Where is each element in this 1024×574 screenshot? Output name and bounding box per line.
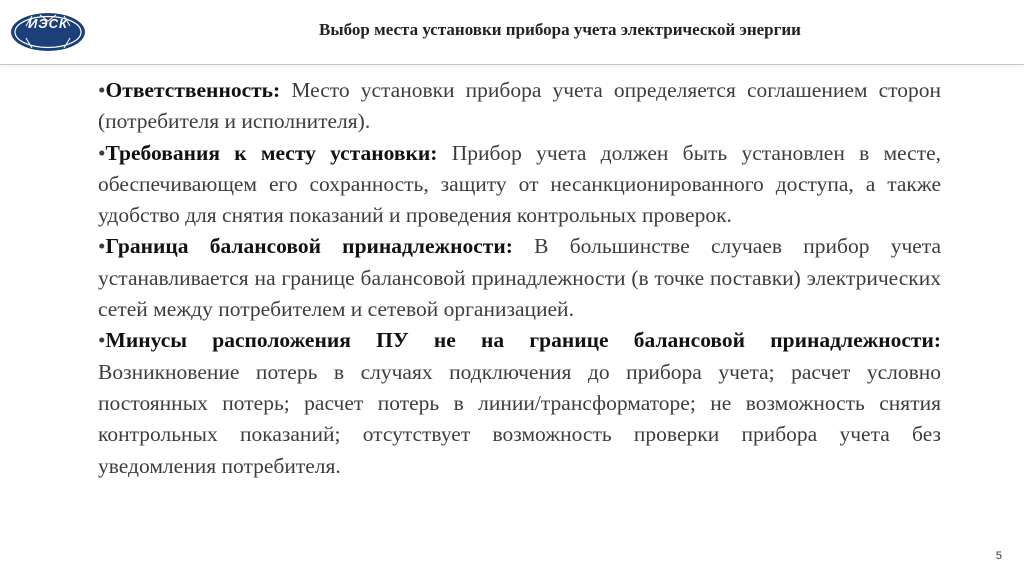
list-item [98, 325, 941, 481]
item-term: Минусы расположения ПУ не на границе балансовой принадлежности: [105, 328, 941, 353]
item-text: Прибор учета должен быть установлен в месте, обеспечивающем его сохранность, защиту от несанкционированного доступа, а также удобство для снятия показаний и проведения контрольных проверок. [98, 140, 942, 228]
item-term: Требования к месту установки: [105, 140, 438, 165]
bullet: • [98, 140, 106, 165]
bullet: • [98, 234, 106, 259]
list-item [98, 75, 941, 138]
list-item [98, 231, 941, 325]
page-number: 5 [995, 550, 1002, 562]
bullet: • [98, 328, 106, 353]
logo-text: ИЭСК [27, 16, 69, 31]
item-text: Возникновение потерь в случаях подключения до прибора учета; расчет условно постоянных потерь; расчет потерь в линии/трансформаторе; не возможность снятия контрольных показаний; отсутствует возможность проверки прибора учета без уведомления потребителя. [98, 359, 941, 478]
item-term: Ответственность: [105, 78, 281, 102]
bullet: • [98, 78, 106, 102]
item-text: Место установки прибора учета определяется соглашением сторон (потребителя и исполнителя). [98, 78, 941, 134]
slide-title: Выбор места установки прибора учета электрической энергии [319, 20, 801, 39]
item-text: В большинстве случаев прибор учета устанавливается на границе балансовой принадлежности (в точке поставки) электрических сетей между потребителем и сетевой организацией. [98, 234, 942, 322]
list-item [98, 138, 941, 232]
title-divider [0, 64, 1024, 65]
item-term: Граница балансовой принадлежности: [105, 234, 513, 259]
slide-content [98, 75, 941, 482]
